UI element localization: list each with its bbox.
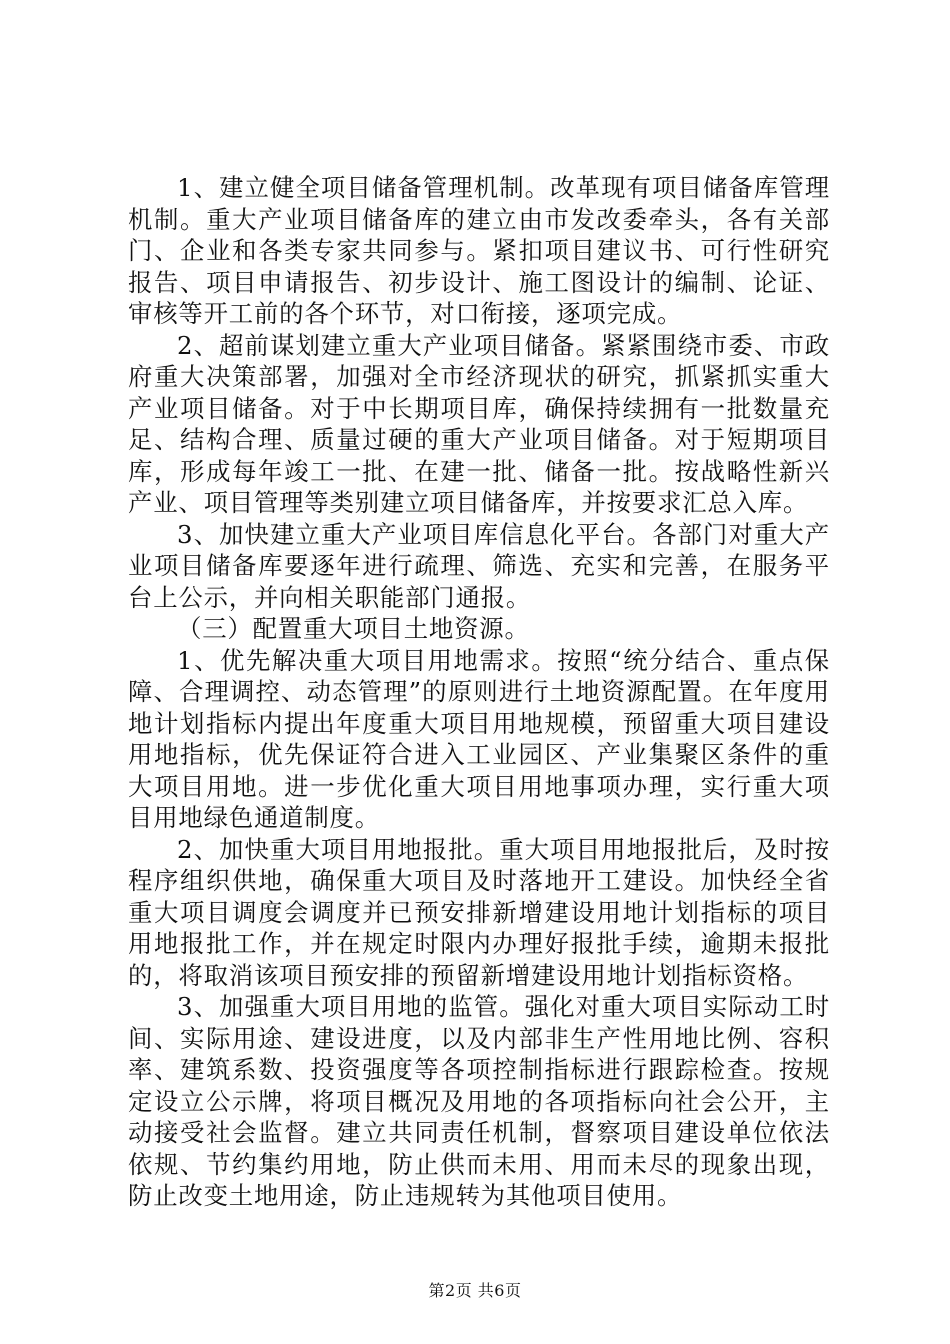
paragraph-project-reserve-mechanism: 1、建立健全项目储备管理机制。改革现有项目储备库管理机制。重大产业项目储备库的建立由市发改委牵头，各有关部门、企业和各类专家共同参与。紧扣项目建议书、可行性研究报告、项目申请报告、初步设计、施工图设计的编制、论证、审核等开工前的各个环节，对口衔接，逐项完成。 <box>128 173 830 328</box>
paragraph-land-demand: 1、优先解决重大项目用地需求。按照“统分结合、重点保障、合理调控、动态管理”的原则进行土地资源配置。在年度用地计划指标内提出年度重大项目用地规模，预留重大项目建设用地指标，优先保证符合进入工业园区、产业集聚区条件的重大项目用地。进一步优化重大项目用地事项办理，实行重大项目用地绿色通道制度。 <box>128 645 830 832</box>
document-body <box>128 172 830 1212</box>
paragraph-major-industry-reserve: 2、超前谋划建立重大产业项目储备。紧紧围绕市委、市政府重大决策部署，加强对全市经济现状的研究，抓紧抓实重大产业项目储备。对于中长期项目库，确保持续拥有一批数量充足、结构合理、质量过硬的重大产业项目储备。对于短期项目库，形成每年竣工一批、在建一批、储备一批。按战略性新兴产业、项目管理等类别建立项目储备库，并按要求汇总入库。 <box>128 330 830 517</box>
page-number-footer: 第2页 共6页 <box>428 1281 522 1300</box>
paragraph-information-platform: 3、加快建立重大产业项目库信息化平台。各部门对重大产业项目储备库要逐年进行疏理、筛选、充实和完善，在服务平台上公示，并向相关职能部门通报。 <box>128 519 830 612</box>
paragraph-land-supervision: 3、加强重大项目用地的监管。强化对重大项目实际动工时间、实际用途、建设进度，以及内部非生产性用地比例、容积率、建筑系数、投资强度等各项控制指标进行跟踪检查。按规定设立公示牌，将项目概况及用地的各项指标向社会公开，主动接受社会监督。建立共同责任机制，督察项目建设单位依法依规、节约集约用地，防止供而未用、用而未尽的现象出现，防止改变土地用途，防止违规转为其他项目使用。 <box>128 992 830 1210</box>
paragraph-land-approval: 2、加快重大项目用地报批。重大项目用地报批后，及时按程序组织供地，确保重大项目及时落地开工建设。加快经全省重大项目调度会调度并已预安排新增建设用地计划指标的项目用地报批工作，并在规定时限内办理好报批手续，逾期未报批的，将取消该项目预安排的预留新增建设用地计划指标资格。 <box>128 834 830 990</box>
section-heading-land-resources: （三）配置重大项目土地资源。 <box>177 614 530 643</box>
